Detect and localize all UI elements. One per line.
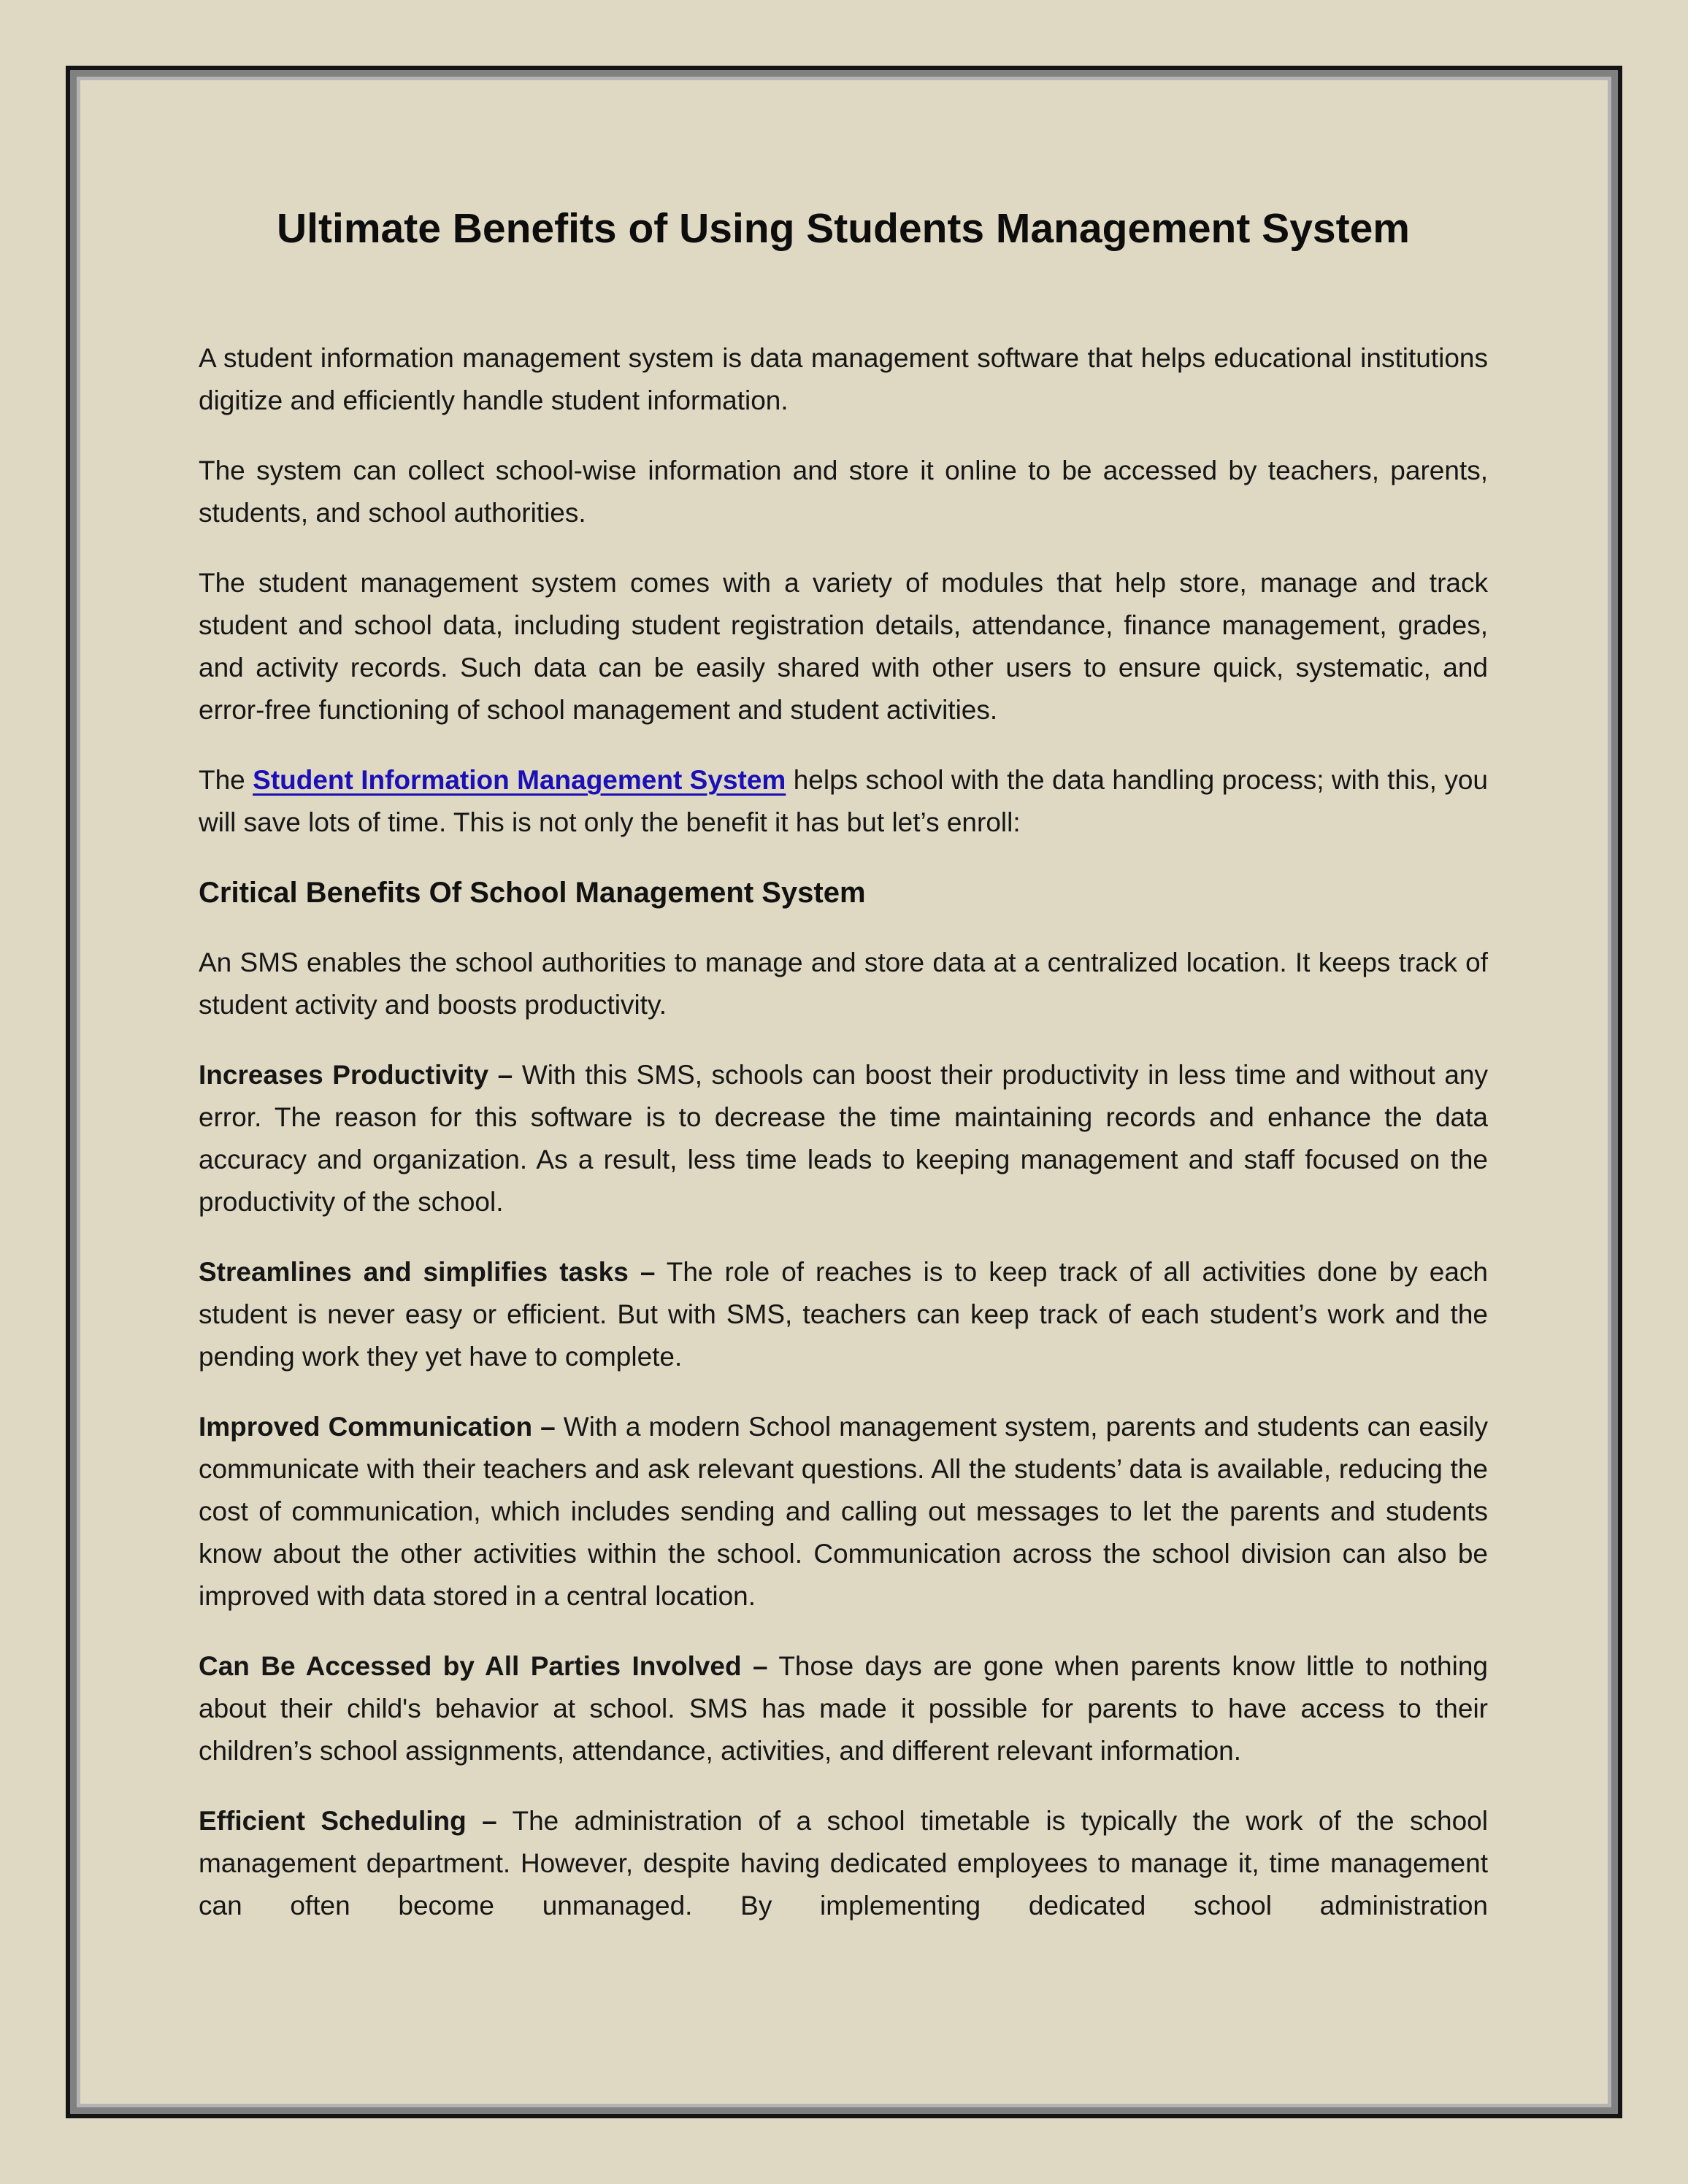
link-paragraph xyxy=(199,759,1488,844)
intro-paragraph-2: The system can collect school-wise information and store it online to be accessed by teachers, parents, students, and school authorities. xyxy=(199,455,1488,528)
benefit-text: With a modern School management system, parents and students can easily communicate with their teachers and ask relevant questions. All the students’ data is available, reducing the cost of communication, which includes sending and calling out messages to let the parents and students know about the other activities within the school. Communication across the school division can also be improved with data stored in a central location. xyxy=(199,1412,1488,1611)
benefit-access xyxy=(199,1645,1488,1772)
page-title: Ultimate Benefits of Using Students Management System xyxy=(277,205,1410,252)
benefit-scheduling xyxy=(199,1800,1488,1927)
section-heading: Critical Benefits Of School Management System xyxy=(199,877,866,909)
benefit-streamlines xyxy=(199,1251,1488,1378)
intro-paragraph-1: A student information management system is data management software that helps educational institutions digitize and efficiently handle student information. xyxy=(199,343,1488,415)
benefit-text: The administration of a school timetable is typically the work of the school management department. However, despite having dedicated employees to manage it, time management can often become unmanaged. By implementing dedicated school administration xyxy=(199,1806,1488,1920)
benefit-lead: Streamlines and simplifies tasks – xyxy=(199,1257,656,1287)
benefit-communication xyxy=(199,1406,1488,1618)
benefit-lead: Improved Communication – xyxy=(199,1412,556,1442)
benefit-lead: Efficient Scheduling – xyxy=(199,1806,497,1836)
link-paragraph-after: helps school with the data handling process; with this, you will save lots of time. This is not only the benefit it has but let’s enroll: xyxy=(199,765,1488,837)
benefit-lead: Can Be Accessed by All Parties Involved – xyxy=(199,1651,768,1681)
benefit-text: With this SMS, schools can boost their productivity in less time and without any error. The reason for this software is to decrease the time maintaining records and enhance the data accuracy and organization. As a result, less time leads to keeping management and staff focused on the productivity of the school. xyxy=(199,1060,1488,1217)
student-information-management-system-link[interactable]: Student Information Management System xyxy=(253,765,786,795)
intro-paragraph-3: The student management system comes with a variety of modules that help store, manage and track student and school data, including student registration details, attendance, finance management, grades, and activity records. Such data can be easily shared with other users to ensure quick, systematic, and error-free functioning of school management and student activities. xyxy=(199,568,1488,725)
link-paragraph-before: The xyxy=(199,765,253,795)
document-page xyxy=(199,197,1488,1971)
benefit-text: Those days are gone when parents know little to nothing about their child's behavior at school. SMS has made it possible for parents to have access to their children’s school assignments, attendance, activities, and different relevant information. xyxy=(199,1651,1488,1766)
benefit-text: The role of reaches is to keep track of all activities done by each student is never easy or efficient. But with SMS, teachers can keep track of each student’s work and the pending work they yet have to complete. xyxy=(199,1257,1488,1372)
section-intro-paragraph: An SMS enables the school authorities to manage and store data at a centralized location. It keeps track of student activity and boosts productivity. xyxy=(199,947,1488,1020)
benefit-productivity xyxy=(199,1054,1488,1223)
benefit-lead: Increases Productivity – xyxy=(199,1060,513,1090)
